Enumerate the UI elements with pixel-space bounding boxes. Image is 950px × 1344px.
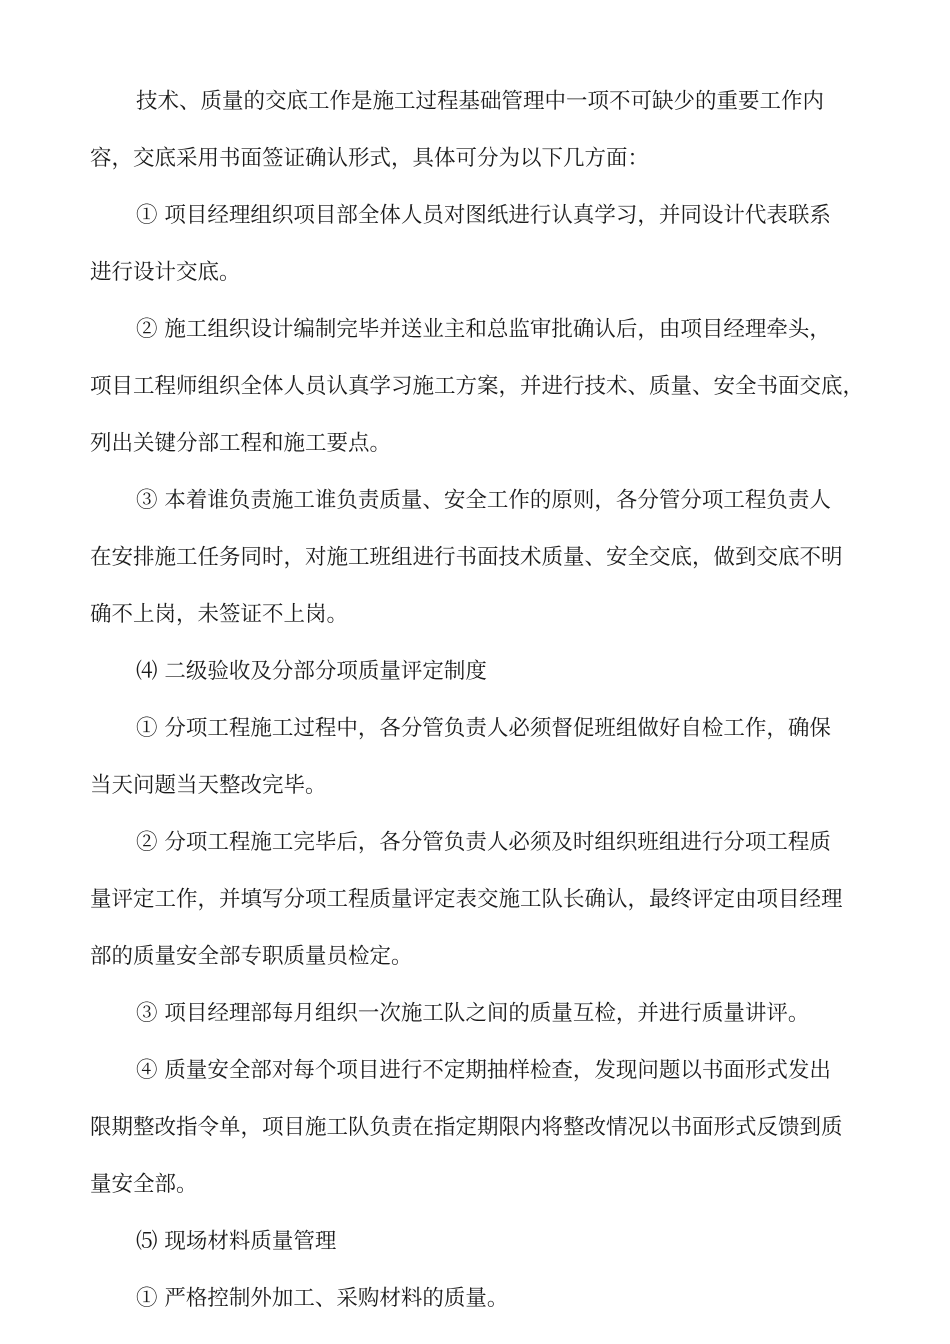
paragraph-line: ① 项目经理组织项目部全体人员对图纸进行认真学习，并同设计代表联系 bbox=[136, 203, 831, 228]
paragraph-line: 项目工程师组织全体人员认真学习施工方案，并进行技术、质量、安全书面交底， bbox=[90, 374, 865, 399]
paragraph-line: 进行设计交底。 bbox=[90, 260, 241, 285]
paragraph-line: 限期整改指令单，项目施工队负责在指定期限内将整改情况以书面形式反馈到质 bbox=[90, 1115, 843, 1140]
paragraph-line: 量安全部。 bbox=[90, 1172, 198, 1197]
paragraph-line: ④ 质量安全部对每个项目进行不定期抽样检查，发现问题以书面形式发出 bbox=[136, 1058, 831, 1083]
paragraph-line: 容，交底采用书面签证确认形式，具体可分为以下几方面： bbox=[90, 146, 650, 171]
paragraph-line: 在安排施工任务同时，对施工班组进行书面技术质量、安全交底，做到交底不明 bbox=[90, 545, 843, 570]
paragraph-line: 列出关键分部工程和施工要点。 bbox=[90, 431, 392, 456]
paragraph-line: 量评定工作，并填写分项工程质量评定表交施工队长确认，最终评定由项目经理 bbox=[90, 887, 843, 912]
section-heading: ⑷ 二级验收及分部分项质量评定制度 bbox=[136, 659, 487, 684]
section-heading: ⑸ 现场材料质量管理 bbox=[136, 1229, 337, 1254]
paragraph-line: ② 施工组织设计编制完毕并送业主和总监审批确认后，由项目经理牵头， bbox=[136, 317, 831, 342]
paragraph-line: ① 分项工程施工过程中，各分管负责人必须督促班组做好自检工作，确保 bbox=[136, 716, 831, 741]
paragraph-line: ③ 项目经理部每月组织一次施工队之间的质量互检，并进行质量讲评。 bbox=[136, 1001, 810, 1026]
paragraph-line: ③ 本着谁负责施工谁负责质量、安全工作的原则，各分管分项工程负责人 bbox=[136, 488, 831, 513]
paragraph-line: 技术、质量的交底工作是施工过程基础管理中一项不可缺少的重要工作内 bbox=[136, 89, 825, 114]
paragraph-line: ② 分项工程施工完毕后，各分管负责人必须及时组织班组进行分项工程质 bbox=[136, 830, 831, 855]
paragraph-line: 确不上岗，未签证不上岗。 bbox=[90, 602, 349, 627]
paragraph-line: 部的质量安全部专职质量员检定。 bbox=[90, 944, 413, 969]
paragraph-line: ① 严格控制外加工、采购材料的质量。 bbox=[136, 1286, 509, 1311]
paragraph-line: 当天问题当天整改完毕。 bbox=[90, 773, 327, 798]
